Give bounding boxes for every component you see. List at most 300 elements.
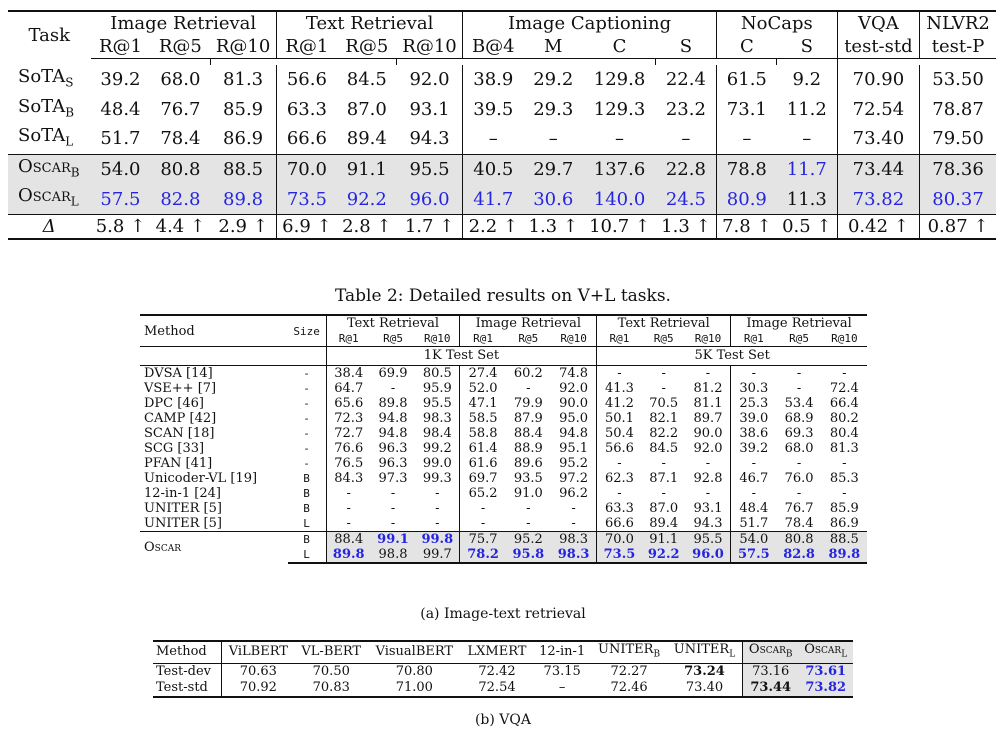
table1-body [8,65,996,239]
cell-value: 98.3 [422,411,452,426]
cell-value: 92.0 [409,69,450,91]
cell-value: 70.92 [222,680,295,697]
table1-row [8,154,996,184]
cell-value: 80.4 [829,426,859,441]
metric-header: R@1 [731,331,777,347]
cell-value: 50.1 [597,411,642,426]
group-header: Image Retrieval [731,315,867,331]
cell-value: 137.6 [583,154,656,184]
method-name: DPC [46] [144,396,204,411]
cell-value: - [435,486,440,501]
group-header-nlvr2: NLVR2 [920,11,996,35]
cell-value: 89.8 [223,188,264,210]
cell-value: 84.5 [346,69,387,91]
task-header: Task [8,11,91,59]
cell-value: 63.3 [276,95,336,125]
cell-value: 39.5 [463,95,523,125]
column-header: 12-in-1 [533,641,591,663]
delta-value: 7.8 ↑ [716,214,776,239]
cell-value: 48.4 [731,501,777,516]
cell-value: 90.0 [559,396,589,411]
cell-value: 73.82 [798,680,853,697]
table2-caption: Table 2: Detailed results on V+L tasks. [335,286,671,306]
row-label-sub: L [65,134,74,149]
model-size: B [303,487,310,500]
cell-value: 94.8 [559,426,589,441]
column-header: LXMERT [461,641,533,663]
row-label [8,154,91,184]
metric-header: R@5 [518,332,539,345]
metric-header: R@1 [326,331,371,347]
cell-value: 61.6 [460,456,506,471]
cell-value: 24.5 [665,188,706,210]
metric-header: R@5 [337,35,397,59]
metric-header: R@10 [831,332,858,345]
cell-value: 52.0 [460,381,506,396]
metric-header: test-P [920,35,996,59]
cell-value: 73.1 [716,95,776,125]
cell-value: 68.0 [160,69,201,91]
row-label-sub: B [65,105,75,120]
cell-value: 73.82 [837,184,919,214]
cell-value: 70.90 [837,65,919,95]
uniter-b-name: UNITER [598,642,654,657]
cell-value: 23.2 [665,98,706,120]
cell-value: 87.0 [649,501,679,516]
cell-value: 89.8 [326,547,371,563]
cell-value: 89.4 [346,128,387,150]
cell-value: 81.1 [693,396,723,411]
group-header: Text Retrieval [326,315,460,331]
cell-value: 58.8 [460,426,506,441]
cell-value: 68.0 [784,441,814,456]
cell-value: 95.2 [506,532,551,548]
cell-value: 71.00 [368,680,461,697]
cell-value: 97.3 [378,471,408,486]
metric-header: R@10 [397,35,463,59]
cell-value: 61.5 [716,65,776,95]
cell-value: 72.46 [591,680,667,697]
cell-value: 93.1 [693,501,723,516]
cell-value: 73.24 [667,663,743,680]
delta-value: 10.7 ↑ [583,214,656,239]
method-name: UNITER [5] [144,516,222,531]
cell-value: 140.0 [593,188,646,210]
cell-value: 58.5 [460,411,506,426]
cell-value: 46.7 [731,471,777,486]
cell-value: 95.1 [559,441,589,456]
cell-value: 39.2 [100,69,141,91]
table2a-row [140,486,867,501]
cell-value: - [390,486,396,501]
cell-value: 88.4 [326,532,371,548]
cell-value: 92.0 [559,381,589,396]
delta-value: 5.8 ↑ [91,214,151,239]
cell-value: 63.3 [597,501,642,516]
cell-value: - [705,456,711,471]
table1-row [8,184,996,214]
table1-row [8,95,996,125]
model-size: - [303,397,310,410]
cell-value: - [460,516,506,532]
vqa-table [153,640,853,698]
cell-value: 87.1 [649,471,679,486]
cell-value: 86.9 [223,128,264,150]
column-header [743,641,799,663]
table2a-row [140,456,867,471]
cell-value: 29.7 [523,154,583,184]
metric-header: R@10 [210,35,276,59]
cell-value: 82.8 [776,547,821,563]
group-header-text-retrieval: Text Retrieval [276,11,462,35]
cell-value: 38.9 [463,65,523,95]
oscar-b-size: B [785,649,793,660]
cell-value: 78.87 [920,95,996,125]
cell-value: - [326,486,371,501]
cell-value: 96.3 [378,456,408,471]
group-header: Text Retrieval [597,315,731,331]
retrieval-table [140,314,867,564]
row-label [8,184,91,214]
cell-value: 94.8 [378,426,408,441]
cell-value: 90.0 [693,426,723,441]
delta-value: 4.4 ↑ [150,214,210,239]
model-size: B [303,502,310,515]
cell-value: 78.4 [160,128,201,150]
cell-value: 73.16 [743,663,799,680]
table2a-row [140,501,867,516]
cell-value: 56.6 [597,441,642,456]
cell-value: 22.4 [665,69,706,91]
cell-value: 80.8 [776,532,821,548]
cell-value: 39.2 [731,441,777,456]
cell-value: 66.4 [829,396,859,411]
method-name: SCAN [18] [144,426,215,441]
cell-value: 53.50 [920,65,996,95]
cell-value: 30.6 [533,188,574,210]
cell-value: 70.83 [295,680,368,697]
model-size: B [288,532,326,548]
column-header [667,641,743,663]
delta-value: 0.87 ↑ [920,214,996,239]
cell-value: 50.4 [597,426,642,441]
method-name: DVSA [14] [140,366,288,382]
cell-value: 73.15 [533,663,591,680]
cell-value: 92.2 [642,547,686,563]
cell-value: 97.2 [559,471,589,486]
metric-header: R@10 [694,332,722,345]
cell-value: 98.3 [551,532,597,548]
model-size: - [303,457,310,470]
cell-value: 25.3 [731,396,777,411]
cell-value: 88.5 [210,154,276,184]
metric-header: test-std [837,35,919,59]
cell-value: 89.4 [649,516,679,531]
delta-value: 0.42 ↑ [837,214,919,239]
vqa-table-wrapper [153,640,853,698]
cell-value: 78.36 [920,154,996,184]
cell-value: 70.50 [295,663,368,680]
cell-value: – [681,128,691,150]
group-header-image-retrieval: Image Retrieval [91,11,277,35]
cell-value: - [597,486,642,501]
metric-header: R@5 [789,332,810,345]
cell-value: 9.2 [792,69,822,91]
cell-value: 95.5 [422,396,452,411]
cell-value: 65.2 [460,486,506,501]
table2a-row [140,471,867,486]
size-header: Size [288,315,326,347]
method-name: PFAN [41] [144,456,213,471]
row-label-main: Oscar [18,185,71,207]
method-name: 12-in-1 [24] [144,486,221,501]
oscar-l-size: L [841,649,848,660]
cell-value: 95.2 [559,456,589,471]
model-size: - [288,366,326,382]
cell-value: 64.7 [326,381,371,396]
cell-value: 80.5 [415,366,460,382]
cell-value: 48.4 [100,98,141,120]
cell-value: - [796,381,802,396]
row-label [8,95,91,125]
cell-value: 95.9 [422,381,452,396]
cell-value: 56.6 [276,65,336,95]
cell-value: – [716,124,776,154]
metric-header: R@5 [653,332,674,345]
table2a-body [140,366,867,564]
cell-value: 99.8 [415,532,460,548]
cell-value: 82.8 [160,188,201,210]
cell-value: 95.5 [686,532,731,548]
column-header: VisualBERT [368,641,461,663]
cell-value: 76.0 [784,471,814,486]
metric-header: R@10 [560,332,587,345]
section-1k-label: 1K Test Set [326,347,597,366]
table2a-oscar-row [140,532,867,548]
table2a-row [140,516,867,532]
cell-value: 69.9 [371,366,415,382]
cell-value: 69.3 [784,426,814,441]
delta-value: 6.9 ↑ [276,214,336,239]
cell-value: - [731,456,777,471]
cell-value: 87.9 [513,411,543,426]
metric-header: R@5 [383,332,403,345]
method-name: CAMP [42] [144,411,217,426]
cell-value: 79.9 [513,396,543,411]
cell-value: 129.8 [593,69,646,91]
cell-value: 78.4 [784,516,814,531]
cell-value: - [435,501,440,516]
cell-value: - [661,381,666,396]
cell-value: - [842,456,847,471]
uniter-l-name: UNITER [673,642,730,657]
delta-value: 0.5 ↑ [777,214,837,239]
cell-value: 72.27 [591,663,667,680]
main-results-table-wrapper [8,10,996,240]
cell-value: 41.3 [597,381,642,396]
cell-value: 75.7 [460,532,506,548]
cell-value: - [526,516,531,531]
cell-value: 72.54 [461,680,533,697]
cell-value: 72.3 [326,411,371,426]
cell-value: 68.9 [784,411,814,426]
metric-header: R@10 [424,332,451,345]
uniter-b-size: B [653,649,661,660]
model-size: - [303,427,310,440]
cell-value: 80.8 [150,154,210,184]
model-size: - [303,412,310,425]
cell-value: 57.5 [100,188,141,210]
cell-value: 99.3 [422,471,452,486]
metric-header: S [656,35,716,59]
cell-value: 99.1 [371,532,415,548]
cell-value: 78.2 [460,547,506,563]
metric-header: C [716,35,776,59]
cell-value: 98.8 [371,547,415,563]
metric-header: R@1 [276,35,336,59]
cell-value: 72.7 [326,426,371,441]
cell-value: 98.4 [422,426,452,441]
cell-value: 38.6 [731,426,777,441]
cell-value: 92.2 [346,188,387,210]
cell-value: – [533,680,591,697]
metric-header: R@1 [597,331,642,347]
split-label: Test-std [153,680,222,697]
cell-value: – [802,128,812,150]
row-label-sub: B [70,165,80,180]
cell-value: 81.3 [829,441,859,456]
cell-value: - [435,516,440,531]
split-label: Test-dev [153,663,222,680]
cell-value: 70.63 [222,663,295,680]
model-size: L [288,547,326,563]
cell-value: 76.7 [784,501,814,516]
cell-value: 81.3 [223,69,264,91]
row-label-sub: S [65,75,74,90]
row-label [8,124,91,154]
retrieval-table-wrapper [140,314,867,564]
cell-value: 38.4 [326,366,371,382]
table2a-row [140,411,867,426]
cell-value: 96.3 [378,441,408,456]
cell-value: 73.44 [743,680,799,697]
delta-label: Δ [8,214,91,239]
cell-value: 66.6 [276,124,336,154]
cell-value: 85.9 [223,98,264,120]
cell-value: 70.5 [649,396,679,411]
table2b-body [153,663,853,697]
metric-header: S [777,35,837,59]
cell-value: 70.0 [276,154,336,184]
cell-value: 78.8 [716,154,776,184]
cell-value: 54.0 [91,154,151,184]
cell-value: 40.5 [463,154,523,184]
cell-value: 51.7 [731,516,777,532]
cell-value: - [597,366,642,382]
cell-value: 92.0 [693,441,723,456]
cell-value: - [661,486,666,501]
cell-value: - [390,501,396,516]
metric-header: R@1 [460,331,506,347]
table2a-section-row [140,347,867,366]
cell-value: 88.9 [513,441,543,456]
cell-value: - [642,366,686,382]
cell-value: 76.5 [326,456,371,471]
cell-value: 54.0 [731,532,777,548]
column-header [798,641,853,663]
row-label-main: SoTA [18,66,66,87]
row-label-main: Oscar [18,155,71,177]
cell-value: 99.0 [422,456,452,471]
cell-value: 80.9 [716,184,776,214]
group-header-nocaps: NoCaps [716,11,837,35]
cell-value: 39.0 [731,411,777,426]
cell-value: 85.9 [829,501,859,516]
cell-value: 93.5 [513,471,543,486]
cell-value: 85.3 [829,471,859,486]
cell-value: 94.8 [378,411,408,426]
main-results-table [8,10,996,240]
delta-value: 1.7 ↑ [397,214,463,239]
cell-value: - [526,501,531,516]
metric-header: M [523,35,583,59]
row-label-main: SoTA [18,125,66,147]
table2a-row [140,426,867,441]
cell-value: 60.2 [506,366,551,382]
method-name: Oscar [140,532,288,564]
cell-value: 73.5 [597,547,642,563]
row-label-sub: L [70,194,79,209]
row-label [8,65,91,95]
cell-value: - [526,381,531,396]
cell-value: 84.5 [649,441,679,456]
table2a-row [140,396,867,411]
cell-value: - [390,381,396,396]
cell-value: – [548,128,558,150]
cell-value: - [705,486,711,501]
cell-value: - [796,456,802,471]
cell-value: 22.8 [656,154,716,184]
table1-metric-header-row [8,35,996,59]
model-size: - [303,442,310,455]
table1-row [8,65,996,95]
table1-delta-row [8,214,996,239]
cell-value: - [731,486,777,501]
cell-value: 11.7 [777,154,837,184]
cell-value: 94.3 [409,128,450,150]
table1-row [8,124,996,154]
cell-value: - [822,366,867,382]
group-header: Image Retrieval [460,315,597,331]
cell-value: 91.1 [642,532,686,548]
model-size: L [303,517,310,530]
cell-value: 69.7 [460,471,506,486]
column-header: ViLBERT [222,641,295,663]
cell-value: 89.8 [822,547,867,563]
cell-value: 51.7 [100,128,141,150]
cell-value: 41.7 [463,184,523,214]
cell-value: 91.0 [513,486,543,501]
delta-value: 1.3 ↑ [523,214,583,239]
method-name: UNITER [5] [144,501,222,516]
cell-value: 72.4 [829,381,859,396]
cell-value: 29.2 [533,69,574,91]
cell-value: 11.2 [786,98,827,120]
cell-value: 95.5 [397,154,463,184]
cell-value: – [615,128,625,150]
cell-value: - [571,516,576,531]
cell-value: 76.6 [326,441,371,456]
